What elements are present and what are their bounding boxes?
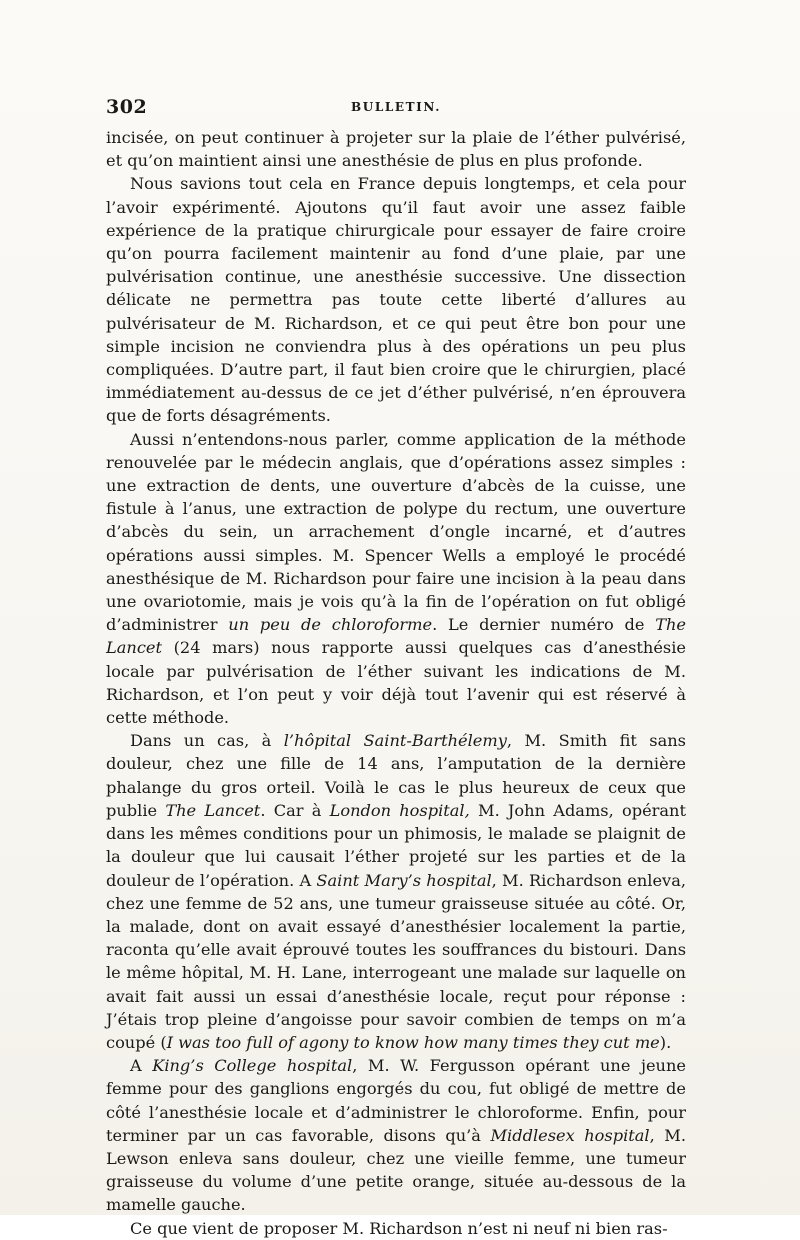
text-run: , M. Richardson enleva, chez une femme de 52 ans, une tumeur graisseuse située au côté. Or, la malade, dont on avait essayé d’anesthésier localement la partie, raconta qu’elle avait éprouvé toutes les souffrances du bistouri. Dans le même hôpital, M. H. Lane, interrogeant une malade sur laquelle on avait fait aussi un essai d’anesthésie locale, reçut pour réponse : J’étais trop pleine d’angoisse pour savoir combien de temps on m’a coupé ( xyxy=(106,870,687,1052)
italic-run: Saint Mary’s hospital xyxy=(316,870,492,890)
text-run: , M. Smith fit sans douleur, chez une fille de 14 ans, l’amputation de la dernière phalange du gros orteil. Voilà le cas le plus heureux de ceux que publie xyxy=(106,731,686,820)
paragraph-6-start: Ce que vient de proposer M. Richardson n’est ni neuf ni bien ras- xyxy=(130,1218,668,1238)
paragraph-5 xyxy=(106,1054,686,1216)
text-run: incisée, on peut continuer à projeter sur la plaie de l’éther pulvérisé, et qu’on maintient ainsi une anesthésie de plus en plus profonde. xyxy=(106,128,686,171)
paragraph-3 xyxy=(106,428,686,730)
text-run: Nous savions tout cela en France depuis longtemps, et cela pour l’avoir expérimenté. Ajoutons qu’il faut avoir une assez faible expérience de la pratique chirurgicale pour essayer de faire croire qu’on pourra facilement maintenir au fond d’une plaie, par une pulvérisation continue, une anesthésie successive. Une dissection délicate ne permettra pas toute cette liberté d’allures au pulvérisateur de M. Richardson, et ce qui peut être bon pour une simple incision ne conviendra plus à des opérations un peu plus compliquées. D’autre part, il faut bien croire que le chirurgien, placé immédiatement au-dessus de ce jet d’éther pulvérisé, n’en éprouvera que de forts désagréments. xyxy=(106,174,686,426)
text-run: . Le dernier numéro de xyxy=(432,615,656,635)
italic-run: I was too full of agony to know how many times they cut me xyxy=(166,1032,660,1052)
text-run: ). xyxy=(659,1032,672,1052)
page-header xyxy=(106,96,686,126)
text-run: . Car à xyxy=(260,800,330,820)
italic-run: un peu de chloroforme xyxy=(228,615,433,635)
italic-run: London hospital, xyxy=(329,800,470,820)
text-run: Aussi n’entendons-nous parler, comme application de la méthode renouvelée par le médecin anglais, que d’opérations assez simples : une extraction de dents, une ouverture d’abcès de la cuisse, une fistule à l’anus, une extraction de polype du rectum, une ouverture d’abcès du sein, un arrachement d’ongle incarné, et d’autres opérations aussi simples. M. Spencer Wells a employé le procédé anesthésique de M. Richardson pour faire une incision à la peau dans une ovariotomie, mais je vois qu’à la fin de l’opération on fut obligé d’administrer xyxy=(106,429,686,635)
italic-run: Middlesex hospital xyxy=(490,1125,650,1145)
page-number: 302 xyxy=(106,96,148,118)
text-run: , M. W. Fergusson opérant une jeune femme pour des ganglions engorgés du cou, fut obligé de mettre de côté l’anesthésie locale et d’administrer le chloroforme. Enfin, pour terminer par un cas favorable, disons qu’à xyxy=(106,1056,686,1145)
italic-run: The Lancet xyxy=(106,615,686,658)
text-run: M. John Adams, opérant dans les mêmes conditions pour un phimosis, le malade se plaignit de la douleur que lui causait l’éther projeté sur les parties et de la douleur de l’opération. A xyxy=(106,800,686,890)
paragraph-2 xyxy=(106,172,686,427)
book-page xyxy=(106,96,686,1240)
italic-run: The Lancet xyxy=(165,800,261,820)
italic-run: l’hôpital Saint-Barthélemy xyxy=(283,731,507,751)
text-run: (24 mars) nous rapporte aussi quelques cas d’anesthésie locale par pulvérisation de l’éther suivant les indications de M. Richardson, et l’on peut y voir déjà tout l’avenir qui est réservé à cette méthode. xyxy=(106,638,686,728)
paragraph-4 xyxy=(106,729,686,1054)
text-run: Dans un cas, à xyxy=(130,731,284,751)
paragraph-1 xyxy=(106,126,686,172)
text-run: , M. Lewson enleva sans douleur, chez une vieille femme, une tumeur graisseuse du volume d’une petite orange, située au-dessous de la mamelle gauche. xyxy=(106,1125,686,1215)
running-title: BULLETIN. xyxy=(351,100,441,114)
text-run: A xyxy=(130,1056,153,1076)
italic-run: King’s College hospital xyxy=(152,1056,353,1076)
